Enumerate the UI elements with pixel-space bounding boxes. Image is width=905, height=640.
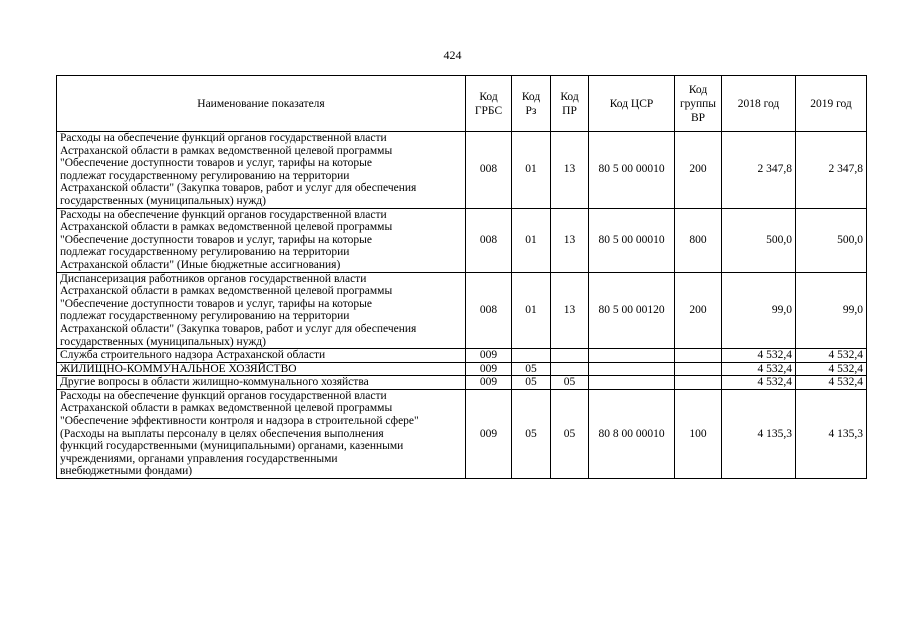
cell-2019: 4 532,4: [796, 349, 867, 363]
cell-grbs: 008: [466, 272, 512, 349]
cell-csr: [589, 376, 675, 390]
cell-csr: [589, 349, 675, 363]
cell-name-line: Расходы на обеспечение функций органов государственной власти: [60, 208, 387, 221]
table-row: [57, 132, 867, 209]
cell-csr: 80 8 00 00010: [589, 389, 675, 478]
cell-vr: 200: [675, 132, 722, 209]
cell-name-line: Служба строительного надзора Астраханской области: [60, 349, 326, 362]
cell-csr: 80 5 00 00120: [589, 272, 675, 349]
cell-name-line: подлежат государственному регулированию на территории: [60, 169, 350, 182]
cell-name-line: "Обеспечение доступности товаров и услуг, тарифы на которые: [60, 233, 372, 246]
cell-name-line: функций государственными (муниципальными) органами, казенными: [60, 440, 404, 453]
header-name: Наименование показателя: [57, 76, 466, 132]
cell-grbs: 008: [466, 208, 512, 272]
header-pr-line: Код: [560, 90, 579, 103]
table-row: [57, 376, 867, 390]
cell-grbs: 009: [466, 376, 512, 390]
cell-2018: 4 532,4: [722, 349, 796, 363]
cell-name: [57, 349, 466, 363]
cell-name-line: учреждениями, органами управления государственными: [60, 452, 338, 465]
cell-vr: [675, 362, 722, 376]
cell-name-line: "Обеспечение доступности товаров и услуг, тарифы на которые: [60, 157, 372, 170]
cell-vr: 100: [675, 389, 722, 478]
cell-2019: 4 532,4: [796, 376, 867, 390]
cell-name-line: Астраханской области" (Иные бюджетные ассигнования): [60, 258, 341, 271]
cell-name-line: Другие вопросы в области жилищно-коммунального хозяйства: [60, 376, 369, 389]
header-csr: Код ЦСР: [589, 76, 675, 132]
cell-csr: 80 5 00 00010: [589, 208, 675, 272]
table-row: [57, 362, 867, 376]
header-pr: [551, 76, 589, 132]
cell-vr: 200: [675, 272, 722, 349]
cell-pr: 05: [551, 376, 589, 390]
cell-name: [57, 208, 466, 272]
cell-rz: 01: [512, 208, 551, 272]
cell-name-line: подлежат государственному регулированию на территории: [60, 310, 350, 323]
cell-name-line: внебюджетными фондами): [60, 465, 193, 478]
cell-name-line: Астраханской области в рамках ведомственной целевой программы: [60, 221, 393, 234]
cell-name-line: Астраханской области" (Закупка товаров, работ и услуг для обеспечения: [60, 182, 417, 195]
cell-vr: 800: [675, 208, 722, 272]
cell-2019: 2 347,8: [796, 132, 867, 209]
cell-rz: [512, 349, 551, 363]
cell-pr: [551, 349, 589, 363]
cell-name-line: подлежат государственному регулированию на территории: [60, 246, 350, 259]
header-2019: 2019 год: [796, 76, 867, 132]
header-grbs: [466, 76, 512, 132]
cell-pr: 13: [551, 272, 589, 349]
cell-csr: [589, 362, 675, 376]
cell-2018: 99,0: [722, 272, 796, 349]
table-row: [57, 272, 867, 349]
cell-name-line: Расходы на обеспечение функций органов государственной власти: [60, 389, 387, 402]
cell-name-line: "Обеспечение доступности товаров и услуг, тарифы на которые: [60, 297, 372, 310]
cell-2019: 4 532,4: [796, 362, 867, 376]
header-rz-line: Рз: [525, 104, 537, 117]
cell-name: [57, 376, 466, 390]
cell-name: [57, 389, 466, 478]
cell-vr: [675, 376, 722, 390]
cell-pr: [551, 362, 589, 376]
header-grbs-line: ГРБС: [474, 104, 503, 117]
table-header: [57, 76, 867, 132]
header-grbs-line: Код: [479, 90, 498, 103]
budget-table: [56, 75, 867, 479]
cell-name: [57, 362, 466, 376]
cell-2019: 500,0: [796, 208, 867, 272]
cell-vr: [675, 349, 722, 363]
cell-csr: 80 5 00 00010: [589, 132, 675, 209]
cell-grbs: 009: [466, 349, 512, 363]
cell-grbs: 008: [466, 132, 512, 209]
cell-pr: 05: [551, 389, 589, 478]
cell-pr: 13: [551, 208, 589, 272]
cell-name: [57, 272, 466, 349]
header-rz-line: Код: [521, 90, 541, 103]
cell-grbs: 009: [466, 362, 512, 376]
cell-rz: 01: [512, 132, 551, 209]
table-row: [57, 208, 867, 272]
cell-rz: 01: [512, 272, 551, 349]
cell-name-line: Астраханской области" (Закупка товаров, работ и услуг для обеспечения: [60, 322, 417, 335]
cell-name-line: Диспансеризация работников органов государственной власти: [60, 272, 367, 285]
header-2018: 2018 год: [722, 76, 796, 132]
cell-name-line: Астраханской области в рамках ведомственной целевой программы: [60, 402, 393, 415]
header-vr: [675, 76, 722, 132]
cell-rz: 05: [512, 362, 551, 376]
cell-name: [57, 132, 466, 209]
cell-grbs: 009: [466, 389, 512, 478]
cell-rz: 05: [512, 389, 551, 478]
cell-name-line: Астраханской области в рамках ведомственной целевой программы: [60, 144, 393, 157]
cell-rz: 05: [512, 376, 551, 390]
cell-name-line: Расходы на обеспечение функций органов государственной власти: [60, 132, 387, 144]
cell-2018: 4 135,3: [722, 389, 796, 478]
table-body: [57, 132, 867, 479]
cell-name-line: Астраханской области в рамках ведомственной целевой программы: [60, 285, 393, 298]
cell-2018: 4 532,4: [722, 376, 796, 390]
header-pr-line: ПР: [562, 104, 577, 117]
table-row: [57, 349, 867, 363]
page-number: 424: [443, 48, 462, 62]
table-row: [57, 389, 867, 478]
cell-name-line: ЖИЛИЩНО-КОММУНАЛЬНОЕ ХОЗЯЙСТВО: [60, 362, 297, 375]
cell-2019: 99,0: [796, 272, 867, 349]
cell-2018: 4 532,4: [722, 362, 796, 376]
cell-2018: 500,0: [722, 208, 796, 272]
header-rz: [512, 76, 551, 132]
cell-name-line: государственных (муниципальных) нужд): [60, 194, 266, 207]
cell-pr: 13: [551, 132, 589, 209]
cell-name-line: "Обеспечение эффективности контроля и надзора в строительной сфере": [60, 415, 419, 428]
cell-name-line: государственных (муниципальных) нужд): [60, 335, 266, 348]
header-vr-line: группы: [679, 97, 717, 110]
header-vr-line: ВР: [690, 111, 706, 124]
cell-2018: 2 347,8: [722, 132, 796, 209]
header-vr-line: Код: [688, 83, 708, 96]
cell-name-line: (Расходы на выплаты персоналу в целях обеспечения выполнения: [60, 427, 384, 440]
cell-2019: 4 135,3: [796, 389, 867, 478]
